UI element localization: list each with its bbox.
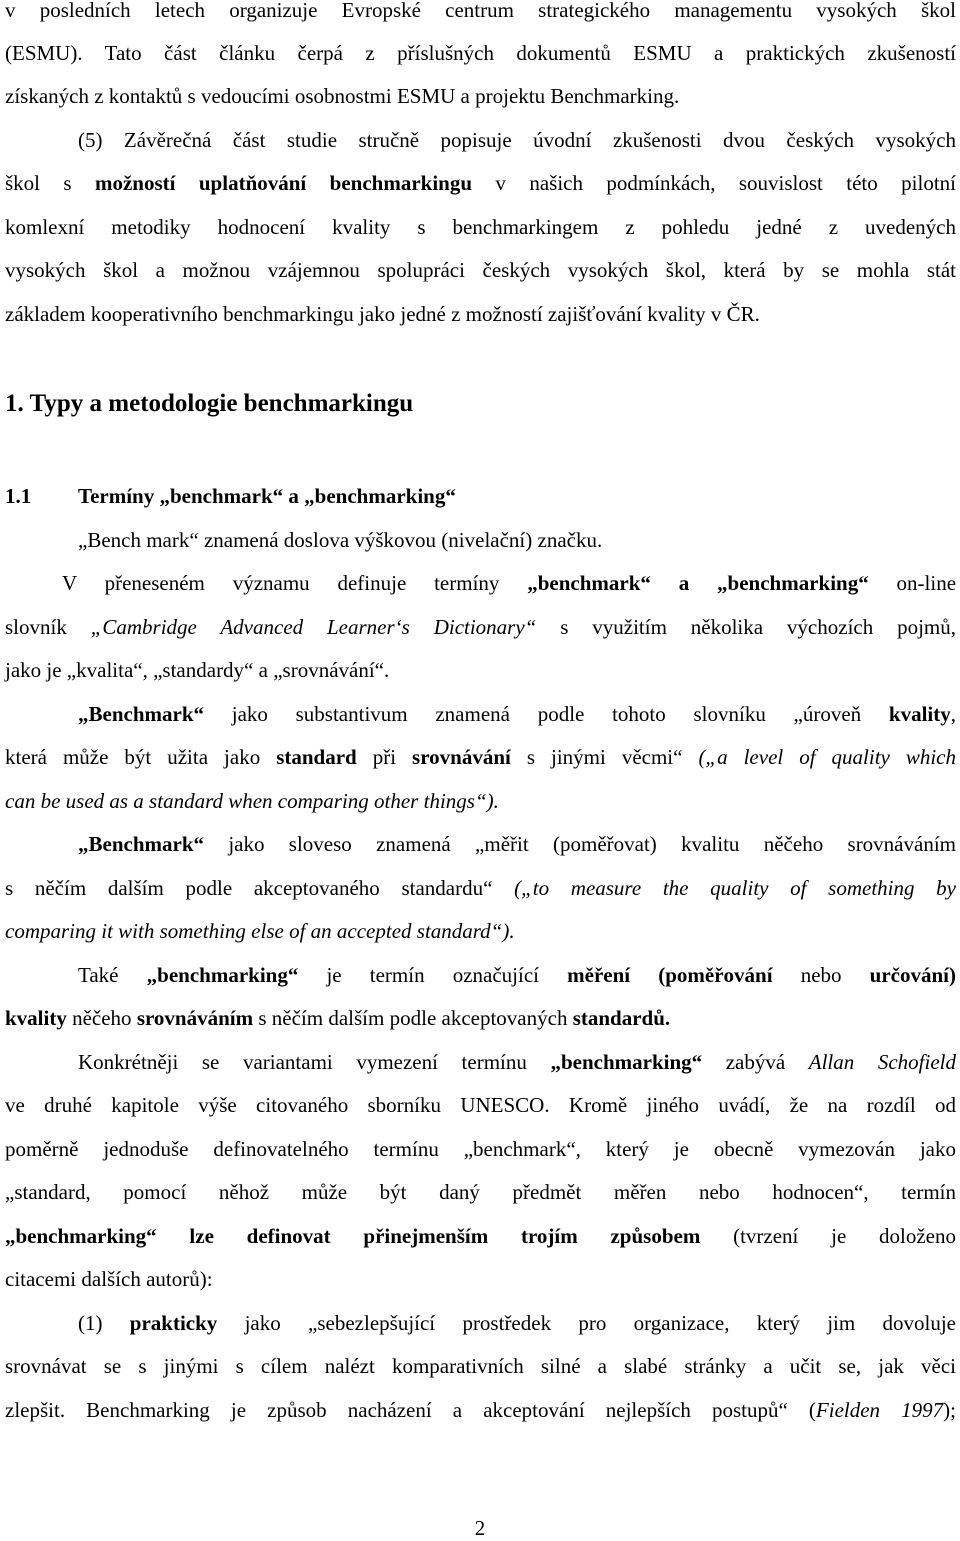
text-run: jako substantivum znamená podle tohoto slovníku „úroveň <box>204 702 889 726</box>
paragraph-5-line-3: komlexní metodiky hodnocení kvality s benchmarkingem z pohledu jedné z uvedených <box>5 215 956 239</box>
intro-line-3: získaných z kontaktů s vedoucími osobnostmi ESMU a projektu Benchmarking. <box>5 84 680 108</box>
bold-run: měření (poměřování <box>567 963 773 987</box>
paragraph-cambridge-line-1 <box>62 570 956 596</box>
text-run: něčeho <box>66 1006 137 1030</box>
paragraph-benchmarking-line-2 <box>5 1005 956 1031</box>
page-number: 2 <box>474 1516 486 1540</box>
italic-run: „Cambridge Advanced Learner‘s Dictionary“ <box>90 615 537 639</box>
italic-run: („to measure the quality of something by <box>514 876 956 900</box>
intro-line-1: v posledních letech organizuje Evropské centrum strategického managementu vysokých škol <box>5 0 956 22</box>
paragraph-benchmark-verb-line-2 <box>5 875 956 901</box>
text-run: při <box>356 745 413 769</box>
text-run: slovník <box>5 615 91 639</box>
bold-run: „benchmarking“ <box>146 963 299 987</box>
bold-run: „benchmarking“ <box>550 1050 703 1074</box>
list-item-1-line-3 <box>5 1397 956 1423</box>
italic-run: comparing it with something else of an accepted standard“). <box>5 919 515 943</box>
paragraph-benchmark-verb-line-1 <box>78 831 956 857</box>
bold-run: srovnávání <box>412 745 511 769</box>
bold-run: standard <box>276 745 357 769</box>
paragraph-cambridge-line-2 <box>5 614 956 640</box>
bold-run: prakticky <box>129 1311 218 1335</box>
paragraph-5-line-4: vysokých škol a možnou vzájemnou spolupráci českých vysokých škol, která by se mohla stát <box>5 258 956 282</box>
paragraph-benchmark-noun-line-3 <box>5 788 956 814</box>
text-run: která může být užita jako <box>5 745 277 769</box>
paragraph-benchmark-verb-line-3 <box>5 918 956 944</box>
section-heading-1-1 <box>5 483 956 509</box>
bench-mark-definition: „Bench mark“ znamená doslova výškovou (nivelační) značku. <box>78 528 603 552</box>
text-run: (tvrzení je doloženo <box>700 1224 956 1248</box>
italic-run: („a level of quality which <box>698 745 957 769</box>
text-run: Konkrétněji se variantami vymezení termínu <box>78 1050 551 1074</box>
paragraph-schofield-line-2: ve druhé kapitole výše citovaného sborníku UNESCO. Kromě jiného uvádí, že na rozdíl od <box>5 1093 956 1117</box>
paragraph-benchmark-noun-line-2 <box>5 744 956 770</box>
paragraph-schofield-line-3: poměrně jednoduše definovatelného termínu „benchmark“, který je obecně vymezován jako <box>5 1137 956 1161</box>
bold-run: „Benchmark“ <box>78 832 204 856</box>
text-run: škol s <box>5 171 95 195</box>
text-run: zlepšit. Benchmarking je způsob nacházení a akceptování nejlepších postupů“ ( <box>5 1398 816 1422</box>
bold-run: určování) <box>869 963 956 987</box>
bold-run: standardů. <box>572 1006 671 1030</box>
text-run: jako „sebezlepšující prostředek pro organizace, který jim dovoluje <box>217 1311 956 1335</box>
list-item-1-line-2: srovnávat se s jinými s cílem nalézt komparativních silné a slabé stránky a učit se, jak věci <box>5 1354 956 1378</box>
paragraph-cambridge-line-3: jako je „kvalita“, „standardy“ a „srovnávání“. <box>5 658 390 682</box>
heading-number: 1.1 <box>5 484 32 508</box>
list-item-1-line-1 <box>78 1310 956 1336</box>
text-run: s něčím dalším podle akceptovaného standardu“ <box>5 876 515 900</box>
bold-run: „benchmark“ a „benchmarking“ <box>527 571 869 595</box>
italic-run: Allan Schofield <box>808 1050 956 1074</box>
text-run: Také <box>78 963 147 987</box>
heading-title: Termíny „benchmark“ a „benchmarking“ <box>78 484 456 508</box>
bold-run: „Benchmark“ <box>78 702 204 726</box>
text-run: , <box>950 702 956 726</box>
paragraph-5-line-2 <box>5 170 956 196</box>
text-run: V přeneseném významu definuje termíny <box>62 571 528 595</box>
paragraph-schofield-line-1 <box>78 1049 956 1075</box>
text-run: s něčím dalším podle akceptovaných <box>253 1006 573 1030</box>
paragraph-benchmark-noun-line-1 <box>78 701 956 727</box>
text-run: jako sloveso znamená „měřit (poměřovat) kvalitu něčeho srovnáváním <box>204 832 956 856</box>
text-run: (1) <box>78 1311 130 1335</box>
text-run: je termín označující <box>298 963 568 987</box>
text-run: zabývá <box>702 1050 809 1074</box>
text-run: nebo <box>772 963 870 987</box>
italic-run: Fielden 1997 <box>815 1398 944 1422</box>
text-run: on-line <box>868 571 957 595</box>
paragraph-schofield-line-4: „standard, pomocí něhož může být daný předmět měřen nebo hodnocen“, termín <box>5 1180 956 1204</box>
paragraph-schofield-line-5 <box>5 1223 956 1249</box>
paragraph-benchmarking-line-1 <box>78 962 956 988</box>
text-run: s využitím několika výchozích pojmů, <box>536 615 956 639</box>
bold-run: možností uplatňování benchmarkingu <box>94 171 473 195</box>
paragraph-5-line-5: základem kooperativního benchmarkingu jako jedné z možností zajišťování kvality v ČR. <box>5 302 760 326</box>
paragraph-5-line-1: (5) Závěrečná část studie stručně popisuje úvodní zkušenosti dvou českých vysokých <box>78 128 956 152</box>
bold-run: srovnáváním <box>136 1006 254 1030</box>
text-run: ); <box>943 1398 956 1422</box>
bold-run: kvality <box>888 702 951 726</box>
italic-run: can be used as a standard when comparing other things“). <box>5 789 499 813</box>
section-heading-1: 1. Typy a metodologie benchmarkingu <box>5 390 414 417</box>
text-run: s jinými věcmi“ <box>510 745 699 769</box>
text-run: v našich podmínkách, souvislost této pilotní <box>472 171 956 195</box>
intro-line-2: (ESMU). Tato část článku čerpá z příslušných dokumentů ESMU a praktických zkušeností <box>5 41 956 65</box>
bold-run: „benchmarking“ lze definovat přinejmenším trojím způsobem <box>5 1224 701 1248</box>
paragraph-schofield-line-6: citacemi dalších autorů): <box>5 1267 213 1291</box>
bold-run: kvality <box>5 1006 67 1030</box>
